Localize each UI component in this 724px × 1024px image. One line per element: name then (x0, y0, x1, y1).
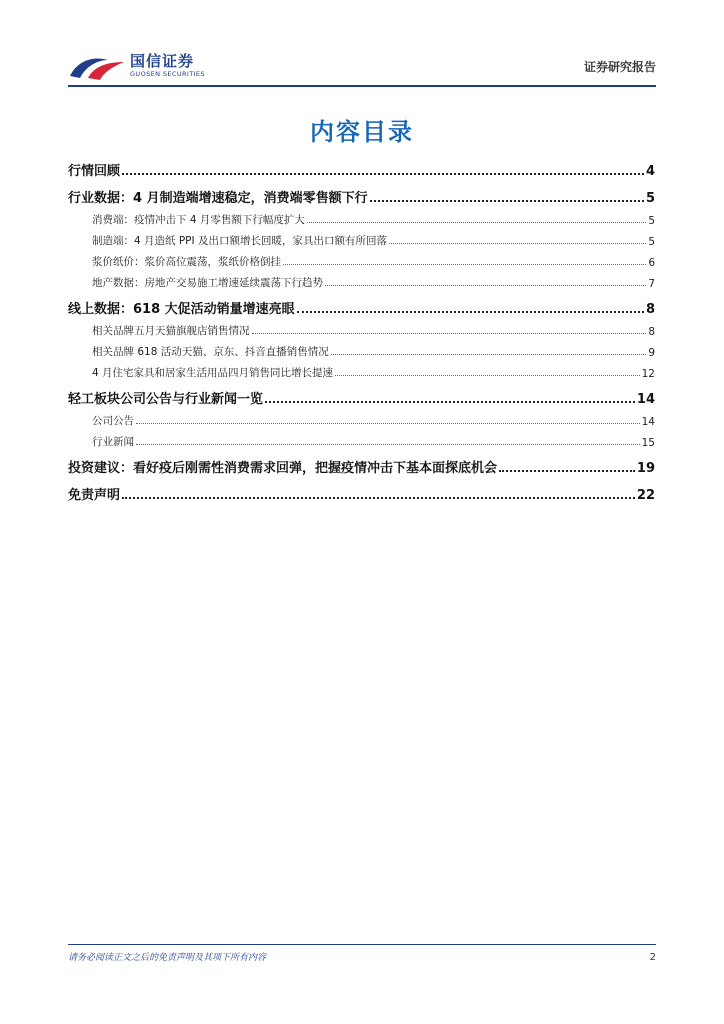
toc-dot-leader (335, 375, 640, 376)
toc-subentry[interactable] (68, 359, 655, 380)
toc-dot-leader (122, 173, 644, 175)
table-of-contents (68, 152, 655, 503)
toc-entry-page: 8 (645, 302, 655, 317)
footer-disclaimer: 请务必阅读正文之后的免责声明及其项下所有内容 (68, 953, 267, 963)
toc-subentry[interactable] (68, 428, 655, 449)
toc-subentry[interactable] (68, 248, 655, 269)
toc-entry-label: 行业数据：4 月制造端增速稳定，消费端零售额下行 (68, 191, 368, 206)
toc-entry-label: 制造端：4 月造纸 PPI 及出口额增长回暖，家具出口额有所回落 (92, 235, 387, 247)
toc-subentry[interactable] (68, 269, 655, 290)
toc-entry-page: 14 (641, 416, 655, 428)
toc-entry-label: 免责声明 (68, 488, 121, 503)
toc-entry-label: 相关品牌 618 活动天猫、京东、抖音直播销售情况 (92, 346, 329, 358)
page-header (68, 46, 656, 86)
toc-entry[interactable] (68, 383, 655, 407)
toc-dot-leader (331, 354, 647, 355)
toc-dot-leader (136, 444, 640, 445)
toc-dot-leader (370, 200, 644, 202)
toc-entry-label: 行业新闻 (92, 436, 134, 448)
footer-divider (68, 944, 656, 945)
toc-entry-label: 相关品牌五月天猫旗舰店销售情况 (92, 325, 250, 337)
toc-entry-page: 14 (636, 392, 655, 407)
toc-entry-page: 5 (645, 191, 655, 206)
toc-dot-leader (265, 401, 635, 403)
toc-subentry[interactable] (68, 206, 655, 227)
toc-dot-leader (389, 243, 646, 244)
toc-dot-leader (136, 423, 640, 424)
toc-dot-leader (122, 497, 635, 499)
toc-subentry[interactable] (68, 317, 655, 338)
toc-entry-page: 7 (648, 278, 655, 290)
toc-entry-page: 5 (648, 215, 655, 227)
toc-entry[interactable] (68, 452, 655, 476)
page-footer (68, 944, 656, 963)
toc-entry-label: 行情回顾 (68, 164, 121, 179)
toc-entry-page: 22 (636, 488, 655, 503)
brand-name: 国信证券 (130, 52, 195, 70)
toc-entry-page: 4 (645, 164, 655, 179)
toc-entry-label: 投资建议：看好疫后刚需性消费需求回弹，把握疫情冲击下基本面探底机会 (68, 461, 498, 476)
page-number: 2 (649, 952, 656, 963)
toc-dot-leader (307, 222, 646, 223)
toc-entry-page: 8 (648, 326, 655, 338)
toc-entry-page: 5 (648, 236, 655, 248)
toc-dot-leader (283, 264, 646, 265)
toc-entry-page: 6 (648, 257, 655, 269)
header-divider (68, 85, 656, 87)
toc-dot-leader (297, 311, 644, 313)
toc-entry-label: 消费端：疫情冲击下 4 月零售额下行幅度扩大 (92, 214, 305, 226)
toc-subentry[interactable] (68, 227, 655, 248)
toc-entry[interactable] (68, 182, 655, 206)
toc-entry[interactable] (68, 479, 655, 503)
toc-entry[interactable] (68, 293, 655, 317)
brand-name-en: GUOSEN SECURITIES (130, 70, 205, 78)
toc-entry-page: 19 (636, 461, 655, 476)
toc-entry[interactable] (68, 155, 655, 179)
toc-entry-page: 9 (648, 347, 655, 359)
toc-subentry[interactable] (68, 407, 655, 428)
toc-entry-label: 地产数据：房地产交易施工增速延续震荡下行趋势 (92, 277, 323, 289)
toc-entry-page: 12 (641, 368, 655, 380)
toc-entry-label: 4 月住宅家具和居家生活用品四月销售同比增长提速 (92, 367, 334, 379)
toc-entry-label: 轻工板块公司公告与行业新闻一览 (68, 392, 264, 407)
report-type: 证券研究报告 (583, 60, 656, 74)
toc-entry-label: 公司公告 (92, 415, 134, 427)
toc-dot-leader (325, 285, 646, 286)
toc-entry-label: 浆价纸价：浆价高位震荡，浆纸价格倒挂 (92, 256, 281, 268)
toc-entry-page: 15 (641, 437, 655, 449)
toc-dot-leader (252, 333, 647, 334)
toc-dot-leader (499, 470, 635, 472)
guosen-logo-icon (68, 52, 128, 82)
toc-subentry[interactable] (68, 338, 655, 359)
toc-title: 内容目录 (310, 118, 414, 146)
toc-entry-label: 线上数据：618 大促活动销量增速亮眼 (68, 302, 295, 317)
